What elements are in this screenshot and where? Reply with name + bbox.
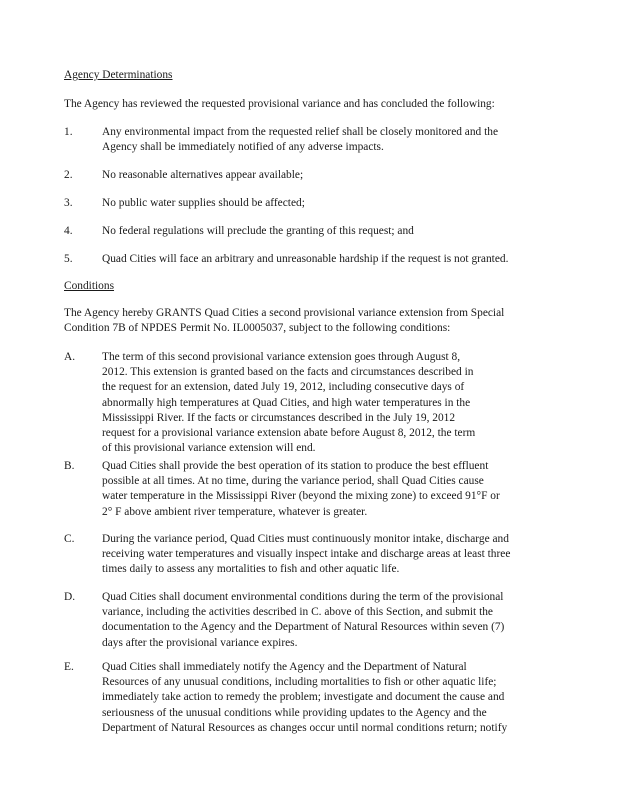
condition-letter: B. [64,460,75,472]
text-line: documentation to the Agency and the Department of Natural Resources within seven (7) [102,621,505,634]
condition-item [102,532,542,578]
determination-number: 4. [64,225,73,237]
text-line: request for a provisional variance extension abate before August 8, 2012, the term [102,427,476,440]
determination-item [102,125,542,155]
text-line: times daily to assess any mortalities to fish and other aquatic life. [102,563,400,576]
text-line: The Agency hereby GRANTS Quad Cities a second provisional variance extension from Special [64,307,505,319]
condition-letter: C. [64,533,75,545]
condition-letter: A. [64,351,76,363]
conditions-intro [64,306,564,336]
text-line: Condition 7B of NPDES Permit No. IL0005037, subject to the following conditions: [64,322,451,335]
conditions-heading: Conditions [64,280,115,292]
text-line: possible at all times. At no time, during the variance period, shall Quad Cities cause [102,475,484,488]
text-line: The term of this second provisional variance extension goes through August 8, [102,351,461,363]
text-line: Quad Cities shall provide the best operation of its station to produce the best effluent [102,460,489,472]
text-line: variance, including the activities described in C. above of this Section, and submit the [102,606,493,619]
condition-item [102,590,542,651]
text-line: Department of Natural Resources as changes occur until normal conditions return; notify [102,721,508,734]
determination-number: 3. [64,197,73,209]
text-line: 2° F above ambient river temperature, whatever is greater. [102,505,368,518]
determination-number: 1. [64,126,73,138]
condition-item [102,350,542,456]
text-line: immediately take action to remedy the problem; investigate and document the cause and [102,691,505,704]
text-line: Quad Cities will face an arbitrary and unreasonable hardship if the request is not granted. [102,253,509,265]
determination-number: 2. [64,169,73,181]
condition-letter: D. [64,591,76,603]
determination-item [102,252,542,267]
text-line: abnormally high temperatures at Quad Cities, and high water temperatures in the [102,396,471,409]
text-line: Quad Cities shall immediately notify the Agency and the Department of Natural [102,661,467,673]
text-line: receiving water temperatures and visually inspect intake and discharge areas at least three [102,548,511,561]
text-line: Mississippi River. If the facts or circumstances described in the July 19, 2012 [102,411,456,424]
condition-item [102,459,542,520]
text-line: Resources of any unusual conditions, including mortalities to fish or other aquatic life; [102,676,497,689]
determination-item [102,168,542,183]
text-line: Agency shall be immediately notified of any adverse impacts. [102,141,384,154]
section-heading: Agency Determinations [64,69,173,81]
text-line: 2012. This extension is granted based on the facts and circumstances described in [102,366,474,379]
text-line: Any environmental impact from the requested relief shall be closely monitored and the [102,126,499,138]
intro-paragraph: The Agency has reviewed the requested provisional variance and has concluded the following: [64,98,495,110]
determination-item [102,196,542,211]
text-line: Quad Cities shall document environmental conditions during the term of the provisional [102,591,504,603]
determination-number: 5. [64,253,73,265]
text-line: the request for an extension, dated July 19, 2012, including consecutive days of [102,381,465,394]
text-line: During the variance period, Quad Cities must continuously monitor intake, discharge and [102,533,509,545]
text-line: seriousness of the unusual conditions while providing updates to the Agency and the [102,706,487,719]
text-line: No reasonable alternatives appear available; [102,169,304,181]
text-line: water temperature in the Mississippi River (beyond the mixing zone) to exceed 91°F or [102,490,500,503]
text-line: days after the provisional variance expires. [102,636,298,649]
condition-letter: E. [64,661,74,673]
text-line: of this provisional variance extension will end. [102,442,316,455]
text-line: No federal regulations will preclude the granting of this request; and [102,225,414,237]
text-line: No public water supplies should be affected; [102,197,305,209]
condition-item [102,660,542,736]
determination-item [102,224,542,239]
